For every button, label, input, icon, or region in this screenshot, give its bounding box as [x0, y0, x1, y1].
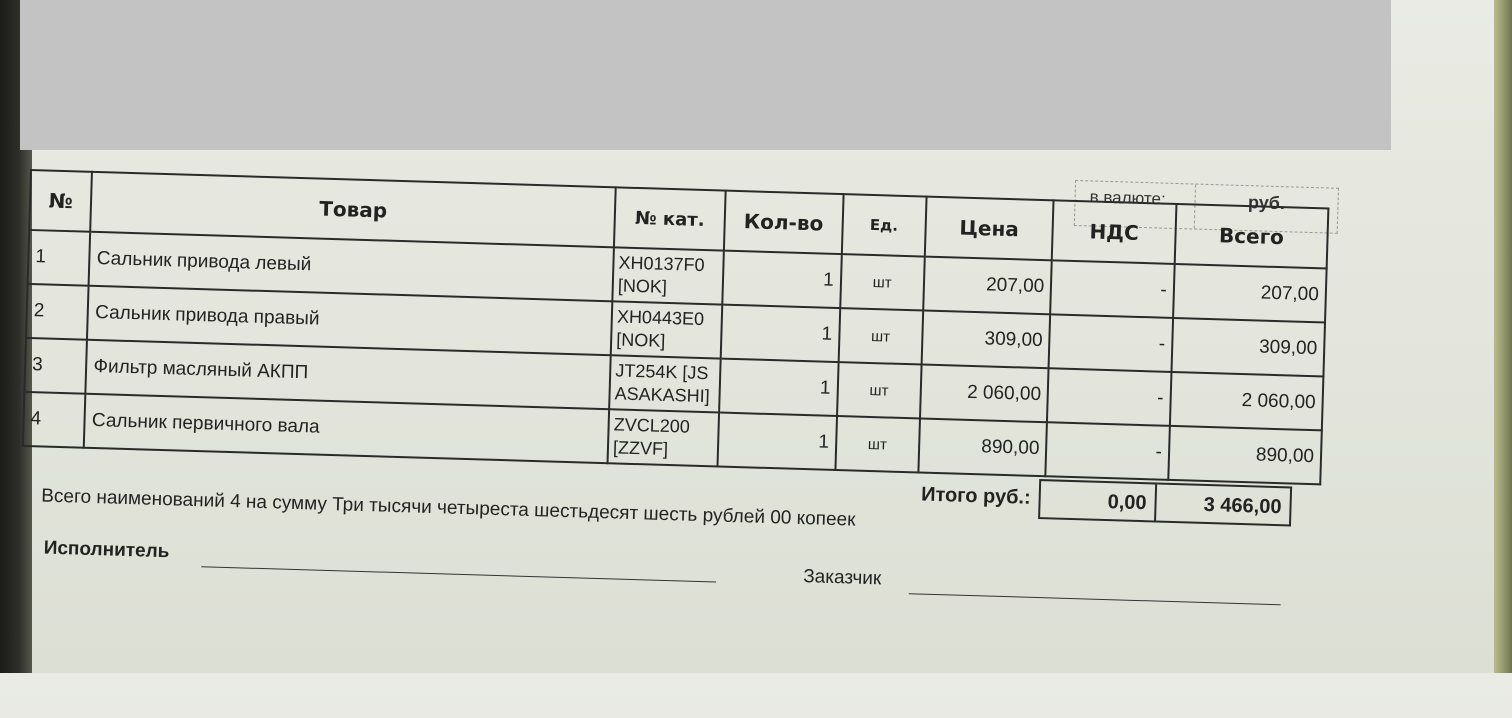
row-qty: 1	[719, 359, 838, 416]
row-total: 309,00	[1171, 318, 1325, 376]
amount-in-words: Всего наименований 4 на сумму Три тысячи четыреста шестьдесят шесть рублей 00 копеек	[40, 485, 856, 531]
row-num: 4	[23, 392, 86, 448]
row-catalog: XH0443E0 [NOK]	[611, 301, 722, 358]
row-total: 2 060,00	[1170, 372, 1324, 430]
row-total: 207,00	[1173, 264, 1327, 322]
row-num: 2	[26, 284, 89, 340]
header-item: Товар	[91, 172, 616, 248]
row-vat: -	[1047, 368, 1171, 426]
redacted-area	[20, 0, 1391, 150]
row-unit: шт	[837, 362, 922, 418]
row-unit: шт	[835, 416, 920, 472]
currency-label: в валюте:	[1075, 181, 1196, 229]
row-vat: -	[1050, 260, 1174, 318]
row-price: 207,00	[923, 257, 1052, 315]
row-price: 2 060,00	[920, 364, 1049, 422]
row-vat: -	[1046, 422, 1170, 480]
row-item: Сальник привода левый	[89, 232, 614, 302]
row-price: 890,00	[918, 418, 1047, 476]
totals-sum: 3 466,00	[1156, 483, 1292, 527]
row-item: Сальник привода правый	[87, 286, 612, 356]
header-qty: Кол-во	[724, 191, 843, 254]
header-vat: НДС	[1052, 200, 1176, 264]
row-unit: шт	[838, 308, 923, 364]
header-num: №	[29, 170, 92, 232]
row-num: 1	[28, 230, 91, 286]
executor-signature-line	[201, 566, 716, 582]
customer-label: Заказчик	[802, 566, 882, 590]
invoice-table	[22, 169, 1330, 485]
row-item: Фильтр масляный АКПП	[86, 340, 611, 410]
signature-block	[42, 538, 1303, 635]
row-total: 890,00	[1168, 426, 1322, 484]
row-qty: 1	[721, 305, 840, 362]
row-catalog: ZVCL200 [ZZVF]	[608, 409, 719, 466]
totals-label: Итого руб.:	[920, 483, 1032, 509]
header-total: Всего	[1174, 204, 1328, 268]
currency-value: руб.	[1247, 192, 1286, 214]
row-catalog: JT254K [JS ASAKASHI]	[609, 355, 720, 412]
row-num: 3	[24, 338, 87, 394]
customer-signature-line	[909, 593, 1281, 605]
header-catalog: № кат.	[614, 187, 726, 250]
row-vat: -	[1049, 314, 1173, 372]
row-unit: шт	[840, 254, 925, 310]
row-price: 309,00	[921, 311, 1050, 369]
executor-label: Исполнитель	[43, 537, 170, 563]
header-unit: Ед.	[842, 194, 927, 256]
totals-vat: 0,00	[1038, 479, 1157, 522]
row-qty: 1	[722, 251, 841, 308]
row-item: Сальник первичного вала	[84, 394, 609, 464]
row-qty: 1	[717, 413, 836, 470]
header-price: Цена	[924, 197, 1053, 261]
row-catalog: XH0137F0 [NOK]	[612, 247, 723, 304]
